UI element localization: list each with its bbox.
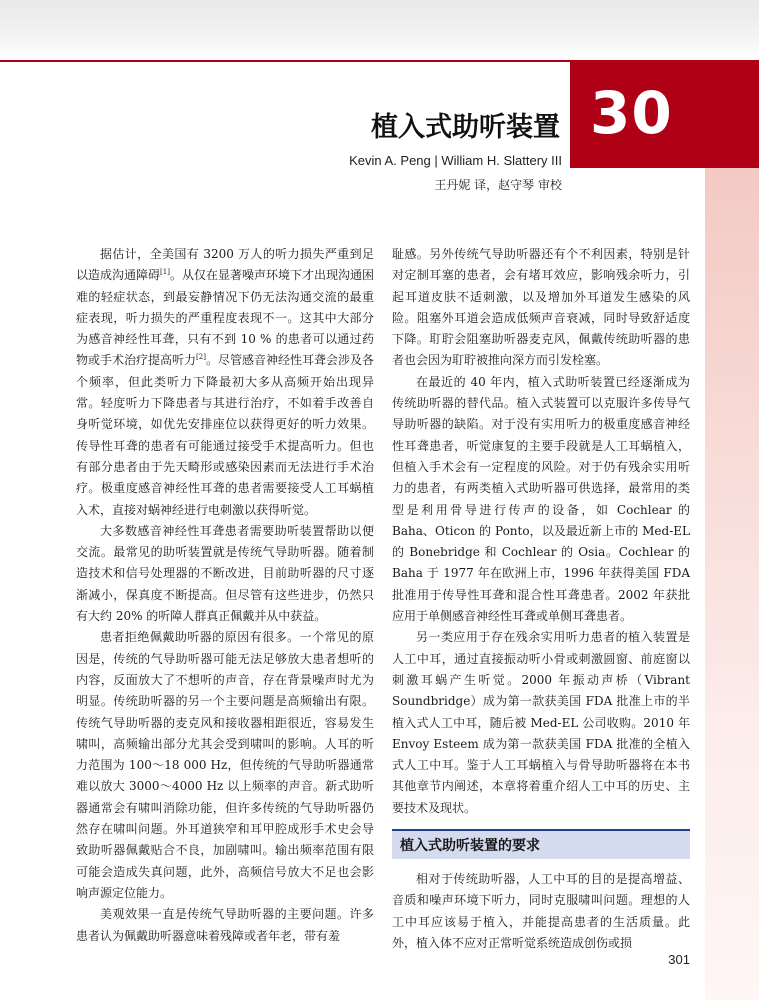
citation: [2]: [196, 353, 206, 362]
header-gray-band: [0, 0, 759, 60]
paragraph: 耻感。另外传统气导助听器还有个不利因素，特别是针对定制耳塞的患者，会有堵耳效应，影响残余听力，引起耳道皮肤不适刺激，以及增加外耳道发生感染的风险。阻塞外耳道会造成低频声音衰减，同时导致舒适度下降。耵聍会阻塞助听器麦克风，佩戴传统助听器的患者也会因为耵聍被推向深方而引发栓塞。: [392, 247, 690, 368]
paragraph: [76, 244, 374, 521]
left-column: [76, 244, 374, 947]
paragraph: 相对于传统助听器，人工中耳的目的是提高增益、音质和噪声环境下听力，同时克服啸叫问题。理想的人工中耳应该易于植入，并能提高患者的生活质量。此外，植入体不应对正常听觉系统造成创伤或损: [392, 872, 690, 950]
authors-line: Kevin A. Peng | William H. Slattery III: [349, 153, 562, 168]
translators-line: 王丹妮 译，赵守琴 审校: [434, 178, 562, 192]
text-run: 据估计，全美国有 3200 万人的听力损失严重到足以造成沟通障碍: [76, 247, 374, 283]
header-red-rule: [0, 60, 590, 62]
chapter-number: 30: [590, 79, 673, 147]
paragraph: 患者拒绝佩戴助听器的原因有很多。一个常见的原因是，传统的气导助听器可能无法足够放大患者想听的内容，反面放大了不想听的声音，存在背景噪声时尤为明显。传统助听器的另一个主要问题是高频输出有限。传统气导助听器的麦克风和接收器相距很近，容易发生啸叫，高频输出部分尤其会受到啸叫的影响。人耳的听力范围为 100～18 000 Hz，但传统的气导助听器通常难以放大 3000～4000 Hz 以上频率的声音。新式助听器通常会有啸叫消除功能，但许多传统的气导助听器仍然存在啸叫问题。外耳道狭窄和耳甲腔成形手术史会导致助听器佩戴贴合不良，加剧啸叫。输出频率范围有限可能会造成失真问题，此外，高频信号放大不足也会影响声源定位能力。: [76, 630, 374, 900]
page-number: 301: [668, 952, 690, 967]
right-column: [392, 244, 690, 954]
paragraph: 另一类应用于存在残余实用听力患者的植入装置是人工中耳，通过直接振动听小骨或刺激圆窗、前庭窗以刺激耳蜗产生听觉。2000 年振动声桥（Vibrant Soundbridge）成为第一款获美国 FDA 批准上市的半植入式人工中耳，随后被 Med-EL 公司收购。2010 年 Envoy Esteem 成为第一款获美国 FDA 批准的全植入式人工中耳。鉴于人工耳蜗植入与骨导助听器将在本书其他章节内阐述，本章将着重介绍人工中耳的历史、主要技术及现状。: [392, 630, 690, 815]
chapter-title: 植入式助听装置: [371, 112, 560, 143]
text-run: 。从仅在显著噪声环境下才出现沟通困难的轻症状态，到最妄静情况下仍无法沟通交流的最重症表现，听力损失的严重程度表现不一。这其中大部分为感音神经性耳聋，只有不到 10 % 的患者可以通过药物或手术治疗提高听力: [76, 268, 374, 368]
citation: [1]: [160, 268, 170, 277]
side-gradient-strip: [705, 168, 759, 1000]
paragraph: 美观效果一直是传统气导助听器的主要问题。许多患者认为佩戴助听器意味着残障或者年老，带有羞: [76, 907, 374, 943]
section-heading: 植入式助听装置的要求: [392, 829, 690, 859]
text-run: 。尽管感音神经性耳聋会涉及各个频率，但此类听力下降最初大多从高频开始出现异常。轻度听力下降患者与其进行治疗，不如着手改善自身听觉环境，如优先安排座位以获得更好的听力效果。传导性耳聋的患者有可能通过接受手术提高听力。但也有部分患者由于先天畸形或感染因素而无法进行手术治疗。极重度感音神经性耳聋的患者需要接受人工耳蜗植入术，直接对蜗神经进行电刺激以获得听觉。: [76, 353, 374, 517]
paragraph: 在最近的 40 年内，植入式助听装置已经逐渐成为传统助听器的替代品。植入式装置可以克服许多传导气导助听器的缺陷。对于没有实用听力的极重度感音神经性耳聋患者，听觉康复的主要手段就是人工耳蜗植入，但植入手术会有一定程度的风险。对于仍有残余实用听力的患者，有两类植入式助听器可供选择，最常用的类型是利用骨导进行传声的设备，如 Cochlear 的 Baha、Oticon 的 Ponto，以及最近新上市的 Med-EL 的 Bonebridge 和 Cochlear 的 Osia。Cochlear 的 Baha 于 1977 年在欧洲上市，1996 年获得美国 FDA 批准用于传导性耳聋和混合性耳聋患者。2002 年获批应用于单侧感音神经性耳聋或单侧耳聋患者。: [392, 374, 690, 624]
paragraph: 大多数感音神经性耳聋患者需要助听装置帮助以便交流。最常见的助听装置就是传统气导助听器。随着制造技术和信号处理器的不断改进，目前助听器的尺寸逐渐减小，保真度不断提高。但尽管有这些进步，仍然只有大约 20% 的听障人群真正佩戴并从中获益。: [76, 523, 374, 624]
